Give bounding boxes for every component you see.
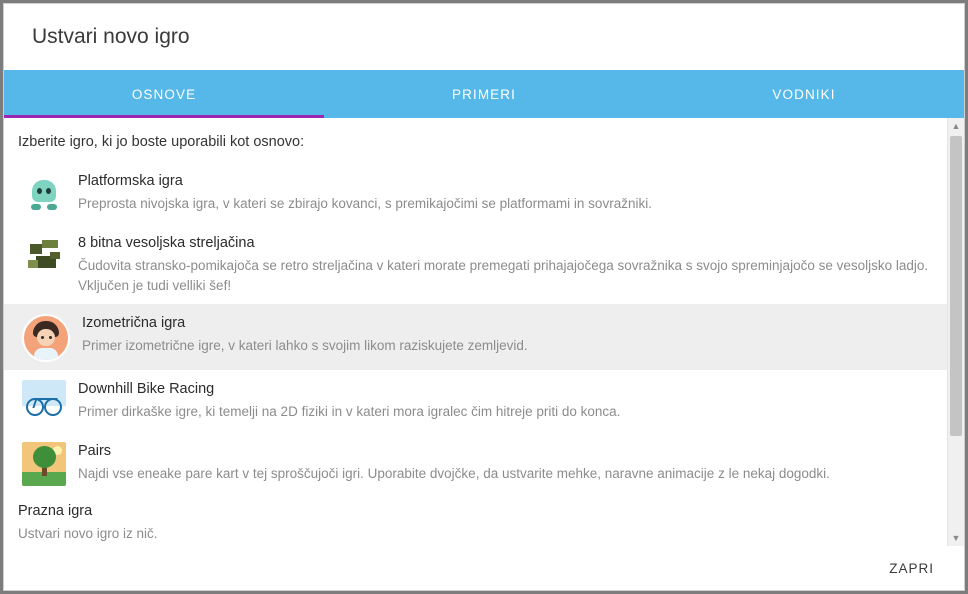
list-item-description: Ustvari novo igro iz nič. (18, 526, 158, 541)
template-list-scroll-area (4, 118, 947, 546)
list-item[interactable] (4, 224, 947, 304)
list-item-blank-game[interactable] (4, 494, 947, 546)
scroll-up-icon[interactable]: ▲ (951, 121, 961, 131)
list-item-title: Izometrična igra (82, 315, 186, 331)
dialog-titlebar (4, 4, 964, 70)
list-item-title: 8 bitna vesoljska streljačina (78, 235, 255, 251)
instruction-text: Izberite igro, ki jo boste uporabili kot osnovo: (18, 134, 305, 150)
list-item-title: Prazna igra (18, 503, 93, 519)
list-item-text (78, 232, 933, 296)
tab-osnove-label: OSNOVE (131, 86, 197, 102)
pairs-thumbnail-icon (22, 442, 66, 486)
tab-vodniki[interactable] (644, 70, 964, 118)
dialog-footer (4, 546, 964, 590)
list-item[interactable] (4, 162, 947, 224)
tab-primeri[interactable] (324, 70, 644, 118)
list-item-text (18, 502, 933, 544)
list-item-title: Platformska igra (78, 173, 183, 189)
tab-bar (4, 70, 964, 118)
list-item-text (82, 312, 933, 356)
list-item-description: Čudovita stransko-pomikajoča se retro streljačina v kateri morate premegati prihajajočega sovražnika s svojo spreminjajočo se vesoljsko ladjo. Vključen je tudi velliki šef! (78, 258, 929, 293)
content-area (4, 118, 964, 546)
list-item[interactable] (4, 432, 947, 494)
list-item-title: Pairs (78, 443, 112, 459)
platformer-thumbnail-icon (22, 172, 66, 216)
list-item-description: Primer dirkaške igre, ki temelji na 2D fiziki in v kateri mora igralec čim hitreje priti do konca. (78, 404, 621, 419)
close-button[interactable]: ZAPRI (881, 555, 942, 582)
tab-osnove[interactable] (4, 70, 324, 118)
list-item-description: Najdi vse eneake pare kart v tej sproščujoči igri. Uporabite dvojčke, da ustvarite mehke, naravne animacije z le nekaj dogodki. (78, 466, 830, 481)
create-new-game-dialog (4, 4, 964, 590)
scrollbar-thumb[interactable] (950, 136, 962, 436)
bike-racing-thumbnail-icon (22, 380, 66, 424)
list-item-description: Primer izometrične igre, v kateri lahko s svojim likom raziskujete zemljevid. (82, 338, 528, 353)
list-item-text (78, 378, 933, 422)
list-item-description: Preprosta nivojska igra, v kateri se zbirajo kovanci, s premikajočimi se platformami in sovražniki. (78, 196, 652, 211)
isometric-thumbnail-icon (22, 314, 70, 362)
tab-primeri-label: PRIMERI (452, 86, 516, 102)
list-item-text (78, 170, 933, 214)
list-item-selected[interactable] (4, 304, 947, 370)
scroll-down-icon[interactable]: ▼ (951, 533, 961, 543)
space-shooter-thumbnail-icon (22, 234, 66, 278)
page-title: Ustvari novo igro (32, 25, 190, 48)
tab-vodniki-label: VODNIKI (772, 86, 836, 102)
vertical-scrollbar[interactable] (947, 118, 964, 546)
list-item-title: Downhill Bike Racing (78, 381, 215, 397)
list-item-text (78, 440, 933, 484)
template-list (4, 162, 947, 546)
list-item[interactable] (4, 370, 947, 432)
